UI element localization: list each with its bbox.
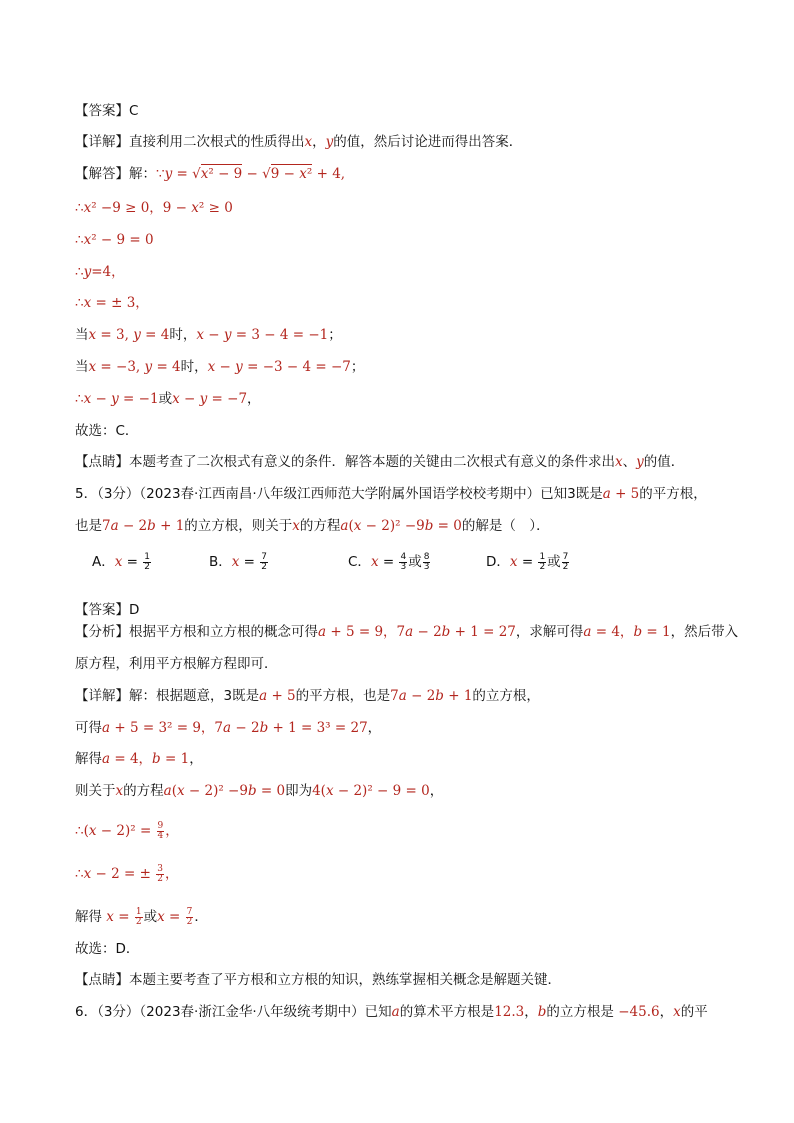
question-6-line1: 6．（3分）（2023春·浙江金华·八年级统考期中）已知a的算术平方根是12.3，b的立方根是 −45.6，x的平 [75,1004,708,1020]
comment-q5: 【点睛】本题主要考查了平方根和立方根的知识，熟练掌握相关概念是解题关键． [75,972,561,988]
option-c: C．x = $\frac{4}{3}$ 或 $\frac{8}{3}$ [348,551,430,572]
option-d: D．x = $\frac{1}{2}$ 或 $\frac{7}{2}$ [486,551,569,572]
answer-tag: 【答案】 [75,103,129,119]
detail-q5-line6: ∴x − 2 = ± $\frac{3}{2}$ ， [75,864,179,884]
choice-q5: 故选：D． [75,941,140,957]
detail-q5-line3: 解得a = 4，b = 1， [75,751,203,767]
question-5-line1: 5．（3分）（2023春·江西南昌·八年级江西师范大学附属外国语学校校考期中）已知3既是a + 5的平方根， [75,486,707,502]
solution-q4-line1: 【解答】解：∵y = √x² − 9 − √9 − x² + 4, [75,166,346,182]
detail-q5-line4: 则关于x的方程a(x − 2)² −9b = 0即为4(x − 2)² − 9 = 0， [75,783,444,799]
answer-value: C [129,103,139,119]
question-5-line2: 也是7a − 2b + 1的立方根，则关于x的方程a(x − 2)² −9b = 0的解是（ ）． [75,518,550,534]
solution-q4-line8: ∴x − y = −1或x − y = −7， [75,391,261,407]
detail-q5-line1: 【详解】解：根据题意，3既是a + 5的平方根，也是7a − 2b + 1的立方根， [75,688,540,704]
solution-q4-line4: ∴y=4， [75,264,125,280]
comment-q4: 【点睛】本题考查了二次根式有意义的条件．解答本题的关键由二次根式有意义的条件求出x、y的值． [75,454,685,470]
answer-q5: 【答案】D [75,602,140,618]
solution-q4-line2: ∴x² −9 ≥ 0，9 − x² ≥ 0 [75,200,233,216]
analysis-q5-line1: 【分析】根据平方根和立方根的概念可得a + 5 = 9，7a − 2b + 1 = 27，求解可得a = 4，b = 1，然后带入 [75,624,739,640]
option-b: B．x = $\frac{7}{2}$ [209,551,268,572]
analysis-q5-line2: 原方程，利用平方根解方程即可． [75,656,278,672]
option-a: A．x = $\frac{1}{2}$ [92,551,151,572]
answer-q4 [75,101,138,121]
choice-q4: 故选：C． [75,423,139,439]
solution-q4-line6: 当x = 3, y = 4时，x − y = 3 − 4 = −1； [75,327,342,343]
solution-q4-line3: ∴x² − 9 = 0 [75,232,154,248]
detail-q5-line7: 解得 x = $\frac{1}{2}$ 或x = $\frac{7}{2}$ ． [75,907,208,927]
solution-q4-line7: 当x = −3, y = 4时，x − y = −3 − 4 = −7； [75,359,365,375]
detail-q5-line5: ∴(x − 2)² = $\frac{9}{4}$ ， [75,821,179,841]
detail-q5-line2: 可得a + 5 = 3² = 9，7a − 2b + 1 = 3³ = 27， [75,720,382,736]
detail-q4: 【详解】直接利用二次根式的性质得出x，y的值，然后讨论进而得出答案． [75,134,523,150]
solution-q4-line5: ∴x = ± 3， [75,295,149,311]
